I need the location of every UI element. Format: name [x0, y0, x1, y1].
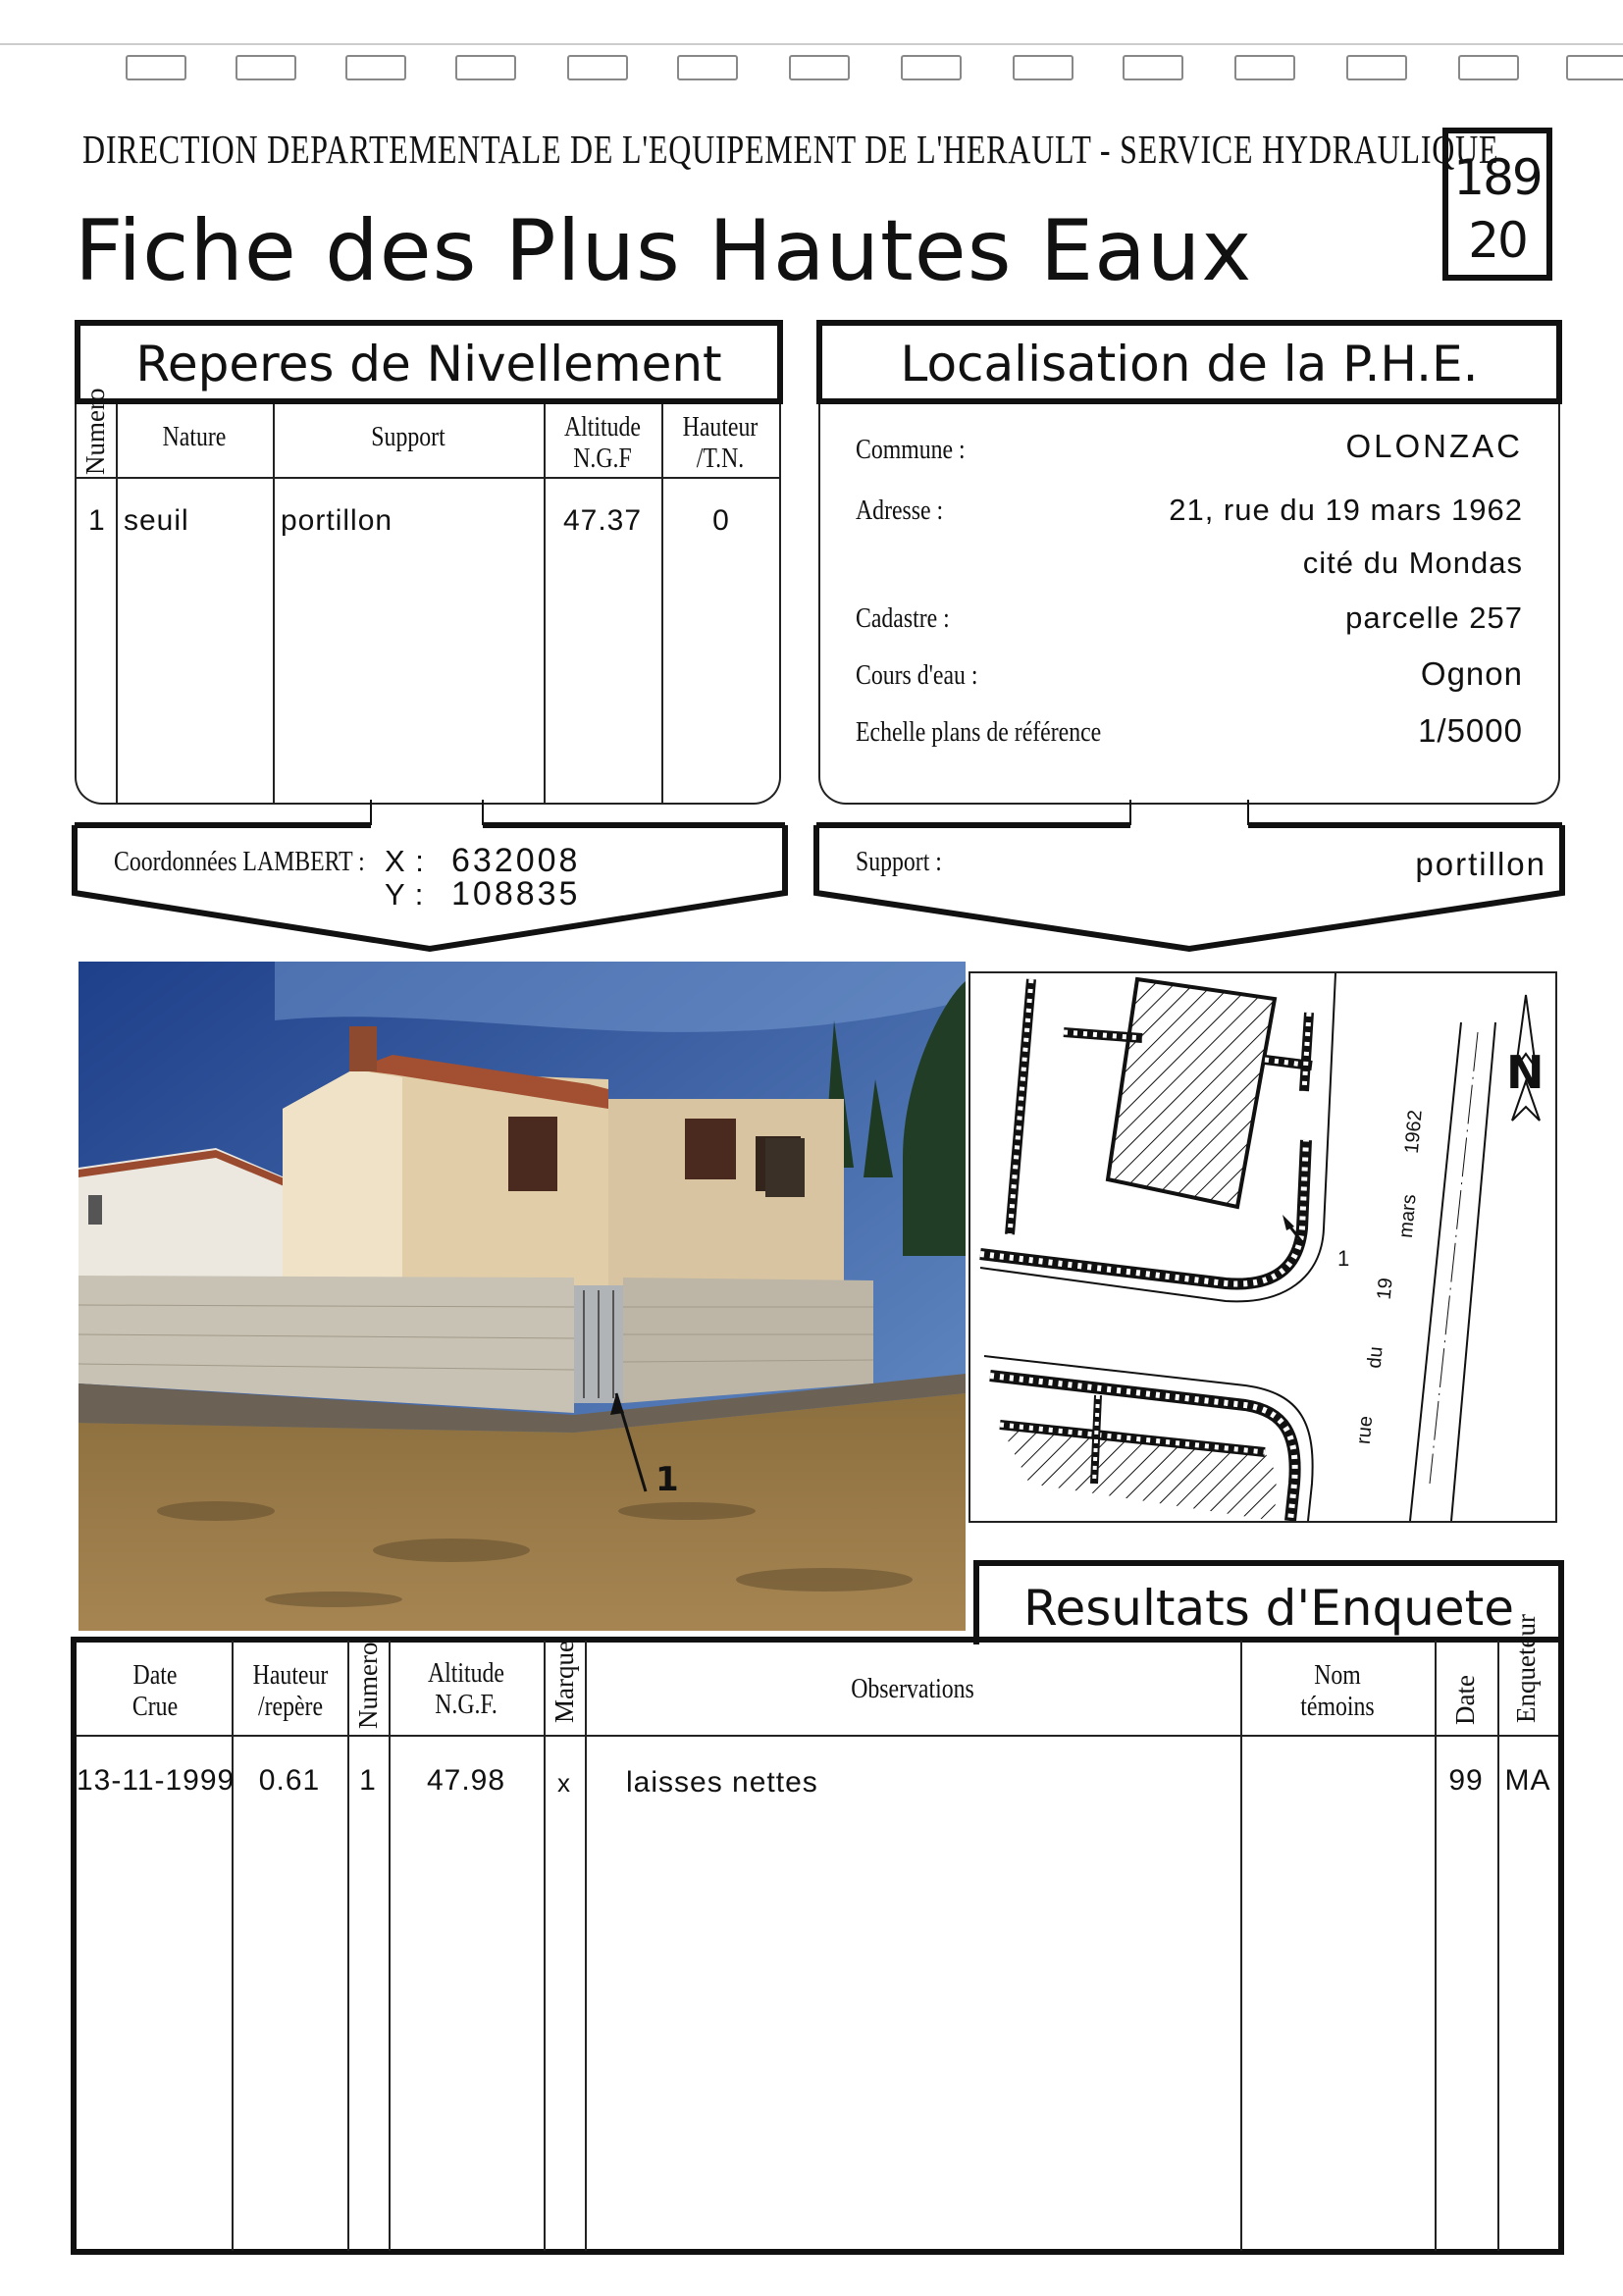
resultats-title-box — [973, 1560, 1564, 1644]
lambert-box — [69, 800, 791, 957]
col-header-altitude: Altitude N.G.F — [563, 412, 641, 475]
cadastre-label: Cadastre : — [856, 602, 950, 634]
col-header-observations: Observations — [851, 1674, 974, 1704]
reference-box — [1442, 128, 1552, 281]
col-header-marque: Marque — [550, 1641, 579, 1723]
site-photo — [79, 962, 966, 1631]
north-icon: N — [1506, 1046, 1544, 1099]
cadastre-value: parcelle 257 — [1345, 600, 1523, 635]
col-header-altitude: Altitude N.G.F. — [427, 1658, 504, 1721]
page-title: Fiche des Plus Hautes Eaux — [75, 202, 1253, 300]
resultats-table — [71, 1637, 1564, 2255]
commune-value: OLONZAC — [1345, 428, 1523, 464]
agency-header: DIRECTION DEPARTEMENTALE DE L'EQUIPEMENT DE L'HERAULT - SERVICE HYDRAULIQUE — [82, 127, 1499, 172]
echelle-value: 1/5000 — [1418, 712, 1523, 749]
col-header-date-crue: Date Crue — [131, 1660, 179, 1723]
result-date: 99 — [1448, 1764, 1484, 1797]
map-street-word-du: du — [1363, 1345, 1387, 1370]
repere-altitude: 47.37 — [562, 504, 643, 537]
localisation-section — [816, 320, 1562, 810]
reperes-table — [75, 404, 781, 805]
lambert-x-value: 632008 — [451, 842, 581, 879]
result-numero: 1 — [359, 1764, 377, 1797]
support-label: Support : — [856, 846, 942, 877]
lambert-y-label: Y : — [385, 877, 425, 912]
table-row — [75, 504, 781, 544]
col-header-support: Support — [371, 422, 445, 452]
repere-nature: seuil — [124, 504, 189, 537]
map-marker: 1 — [1337, 1246, 1350, 1271]
repere-hauteur: 0 — [712, 504, 730, 537]
result-hauteur: 0.61 — [258, 1764, 321, 1797]
map-street-word-1962: 1962 — [1400, 1109, 1427, 1155]
lambert-y-value: 108835 — [451, 875, 581, 913]
reperes-title: Reperes de Nivellement — [135, 336, 722, 392]
resultats-title: Resultats d'Enquete — [1023, 1580, 1514, 1637]
cours-eau-value: Ognon — [1420, 655, 1523, 692]
col-header-hauteur: Hauteur /T.N. — [682, 412, 759, 475]
photo-marker: 1 — [655, 1460, 679, 1499]
support-value: portillon — [1415, 846, 1546, 882]
result-observations: laisses nettes — [626, 1766, 818, 1799]
col-header-numero: Numero — [80, 388, 110, 475]
reperes-section — [75, 320, 783, 810]
reference-number-top: 189 — [1453, 149, 1542, 206]
map-drawing — [970, 973, 1555, 1521]
map-street-word-19: 19 — [1373, 1277, 1397, 1301]
col-header-date: Date — [1450, 1675, 1480, 1725]
repere-numero: 1 — [88, 504, 106, 537]
map-street-word-mars: mars — [1394, 1193, 1421, 1239]
table-row — [71, 1764, 1564, 1803]
map-street-word-rue: rue — [1352, 1415, 1378, 1445]
repere-support: portillon — [281, 504, 393, 537]
adresse-label: Adresse : — [856, 495, 944, 526]
lambert-label: Coordonnées LAMBERT : — [114, 846, 365, 877]
site-map — [969, 971, 1557, 1523]
result-date-crue: 13-11-1999 — [77, 1764, 236, 1797]
result-marque: x — [557, 1768, 571, 1798]
adresse-line2: cité du Mondas — [1302, 546, 1523, 580]
localisation-title-box — [816, 320, 1562, 404]
result-enqueteur: MA — [1504, 1764, 1551, 1797]
col-header-hauteur-repere: Hauteur /repère — [252, 1660, 329, 1723]
binder-strip — [0, 0, 1623, 88]
col-header-numero: Numero — [353, 1642, 383, 1729]
cours-eau-label: Cours d'eau : — [856, 659, 978, 691]
lambert-x-label: X : — [385, 844, 425, 878]
adresse-line1: 21, rue du 19 mars 1962 — [1169, 493, 1523, 527]
col-header-nature: Nature — [162, 422, 227, 452]
col-header-enqueteur: Enqueteur — [1511, 1614, 1541, 1723]
echelle-label: Echelle plans de référence — [856, 716, 1102, 748]
reperes-title-box — [75, 320, 783, 404]
col-header-nom-temoins: Nom témoins — [1300, 1660, 1375, 1723]
reference-number-bottom: 20 — [1468, 212, 1527, 269]
commune-label: Commune : — [856, 434, 966, 465]
result-altitude: 47.98 — [426, 1764, 506, 1797]
localisation-title: Localisation de la P.H.E. — [900, 336, 1479, 392]
